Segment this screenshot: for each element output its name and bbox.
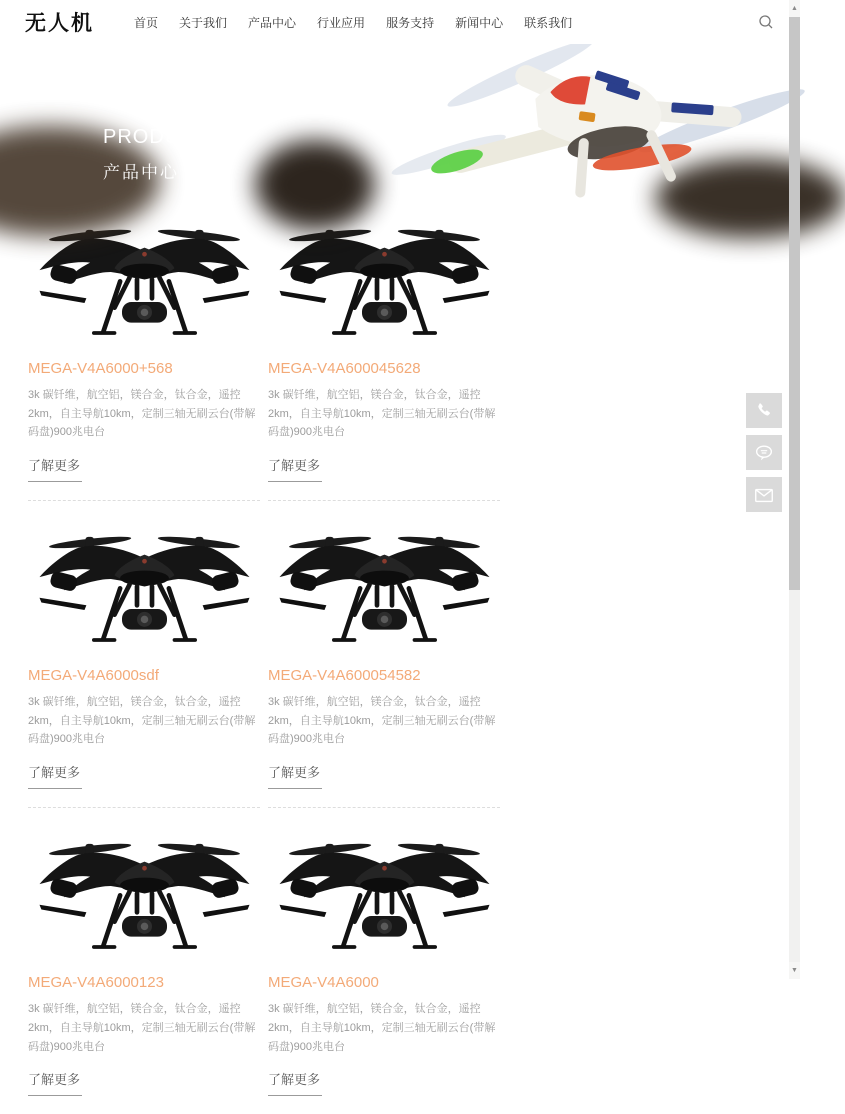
nav-item-home[interactable]: 首页	[134, 15, 159, 30]
phone-button[interactable]	[746, 393, 782, 428]
product-title[interactable]: MEGA-V4A6000	[268, 974, 379, 992]
nav-item-news[interactable]: 新闻中心	[455, 15, 504, 30]
chat-button[interactable]	[746, 435, 782, 470]
product-card	[268, 206, 500, 501]
hero-banner	[0, 44, 800, 196]
product-card	[28, 206, 260, 501]
product-image[interactable]	[28, 513, 260, 661]
product-card	[268, 820, 500, 1114]
product-card	[268, 513, 500, 808]
product-card	[28, 820, 260, 1114]
drone-image	[32, 826, 257, 962]
scrollbar-up-arrow-icon[interactable]: ▲	[789, 0, 800, 17]
product-description: 3k 碳钎维，航空铝，镁合金，钛合金，遥控2km，自主导航10km，定制三轴无刷云台(带解码盘)900兆电台	[268, 389, 496, 439]
nav-item-contact[interactable]: 联系我们	[524, 15, 573, 30]
site-logo[interactable]: 无人机	[25, 12, 94, 35]
nav-item-about[interactable]: 关于我们	[179, 15, 228, 30]
banner-titles	[103, 126, 223, 183]
drone-image	[272, 826, 497, 962]
drone-image	[272, 519, 497, 655]
drone-image	[32, 519, 257, 655]
mail-icon	[753, 484, 775, 506]
product-title[interactable]: MEGA-V4A6000sdf	[28, 667, 159, 685]
mail-button[interactable]	[746, 477, 782, 512]
product-image[interactable]	[28, 820, 260, 968]
phone-icon	[754, 401, 774, 421]
product-title[interactable]: MEGA-V4A600045628	[268, 360, 421, 377]
product-image[interactable]	[268, 513, 500, 661]
learn-more-link[interactable]: 了解更多	[268, 455, 322, 482]
main-nav	[132, 10, 574, 35]
learn-more-link[interactable]: 了解更多	[28, 1069, 82, 1096]
product-title[interactable]: MEGA-V4A600054582	[268, 667, 421, 685]
banner-title-english: PRODUCTS	[103, 126, 224, 148]
learn-more-link[interactable]: 了解更多	[268, 1069, 322, 1096]
site-header	[0, 0, 800, 44]
product-grid	[0, 196, 800, 1114]
product-description: 3k 碳钎维，航空铝，镁合金，钛合金，遥控2km，自主导航10km，定制三轴无刷云台(带解码盘)900兆电台	[268, 1003, 496, 1053]
product-title[interactable]: MEGA-V4A6000123	[28, 974, 164, 992]
learn-more-link[interactable]: 了解更多	[28, 762, 82, 789]
search-icon[interactable]	[758, 14, 774, 30]
banner-title-chinese: 产品中心	[103, 163, 179, 182]
product-title[interactable]: MEGA-V4A6000+568	[28, 360, 173, 377]
drone-image	[272, 212, 497, 348]
product-image[interactable]	[268, 820, 500, 968]
product-description: 3k 碳钎维，航空铝，镁合金，钛合金，遥控2km，自主导航10km，定制三轴无刷云台(带解码盘)900兆电台	[268, 696, 496, 746]
learn-more-link[interactable]: 了解更多	[28, 455, 82, 482]
chat-icon	[753, 442, 775, 464]
banner-person-silhouette	[255, 140, 375, 230]
nav-item-industry[interactable]: 行业应用	[317, 15, 366, 30]
product-description: 3k 碳钎维，航空铝，镁合金，钛合金，遥控2km，自主导航10km，定制三轴无刷云台(带解码盘)900兆电台	[28, 1003, 256, 1053]
scrollbar-down-arrow-icon[interactable]: ▼	[789, 962, 800, 979]
nav-item-service[interactable]: 服务支持	[386, 15, 435, 30]
scrollbar[interactable]	[789, 0, 800, 979]
banner-drone-image	[410, 40, 790, 200]
floating-contact-bar	[746, 393, 782, 512]
nav-item-products[interactable]: 产品中心	[248, 15, 297, 30]
learn-more-link[interactable]: 了解更多	[268, 762, 322, 789]
product-card	[28, 513, 260, 808]
scrollbar-thumb[interactable]	[789, 17, 800, 590]
product-description: 3k 碳钎维，航空铝，镁合金，钛合金，遥控2km，自主导航10km，定制三轴无刷云台(带解码盘)900兆电台	[28, 696, 256, 746]
product-description: 3k 碳钎维，航空铝，镁合金，钛合金，遥控2km，自主导航10km，定制三轴无刷云台(带解码盘)900兆电台	[28, 389, 256, 439]
